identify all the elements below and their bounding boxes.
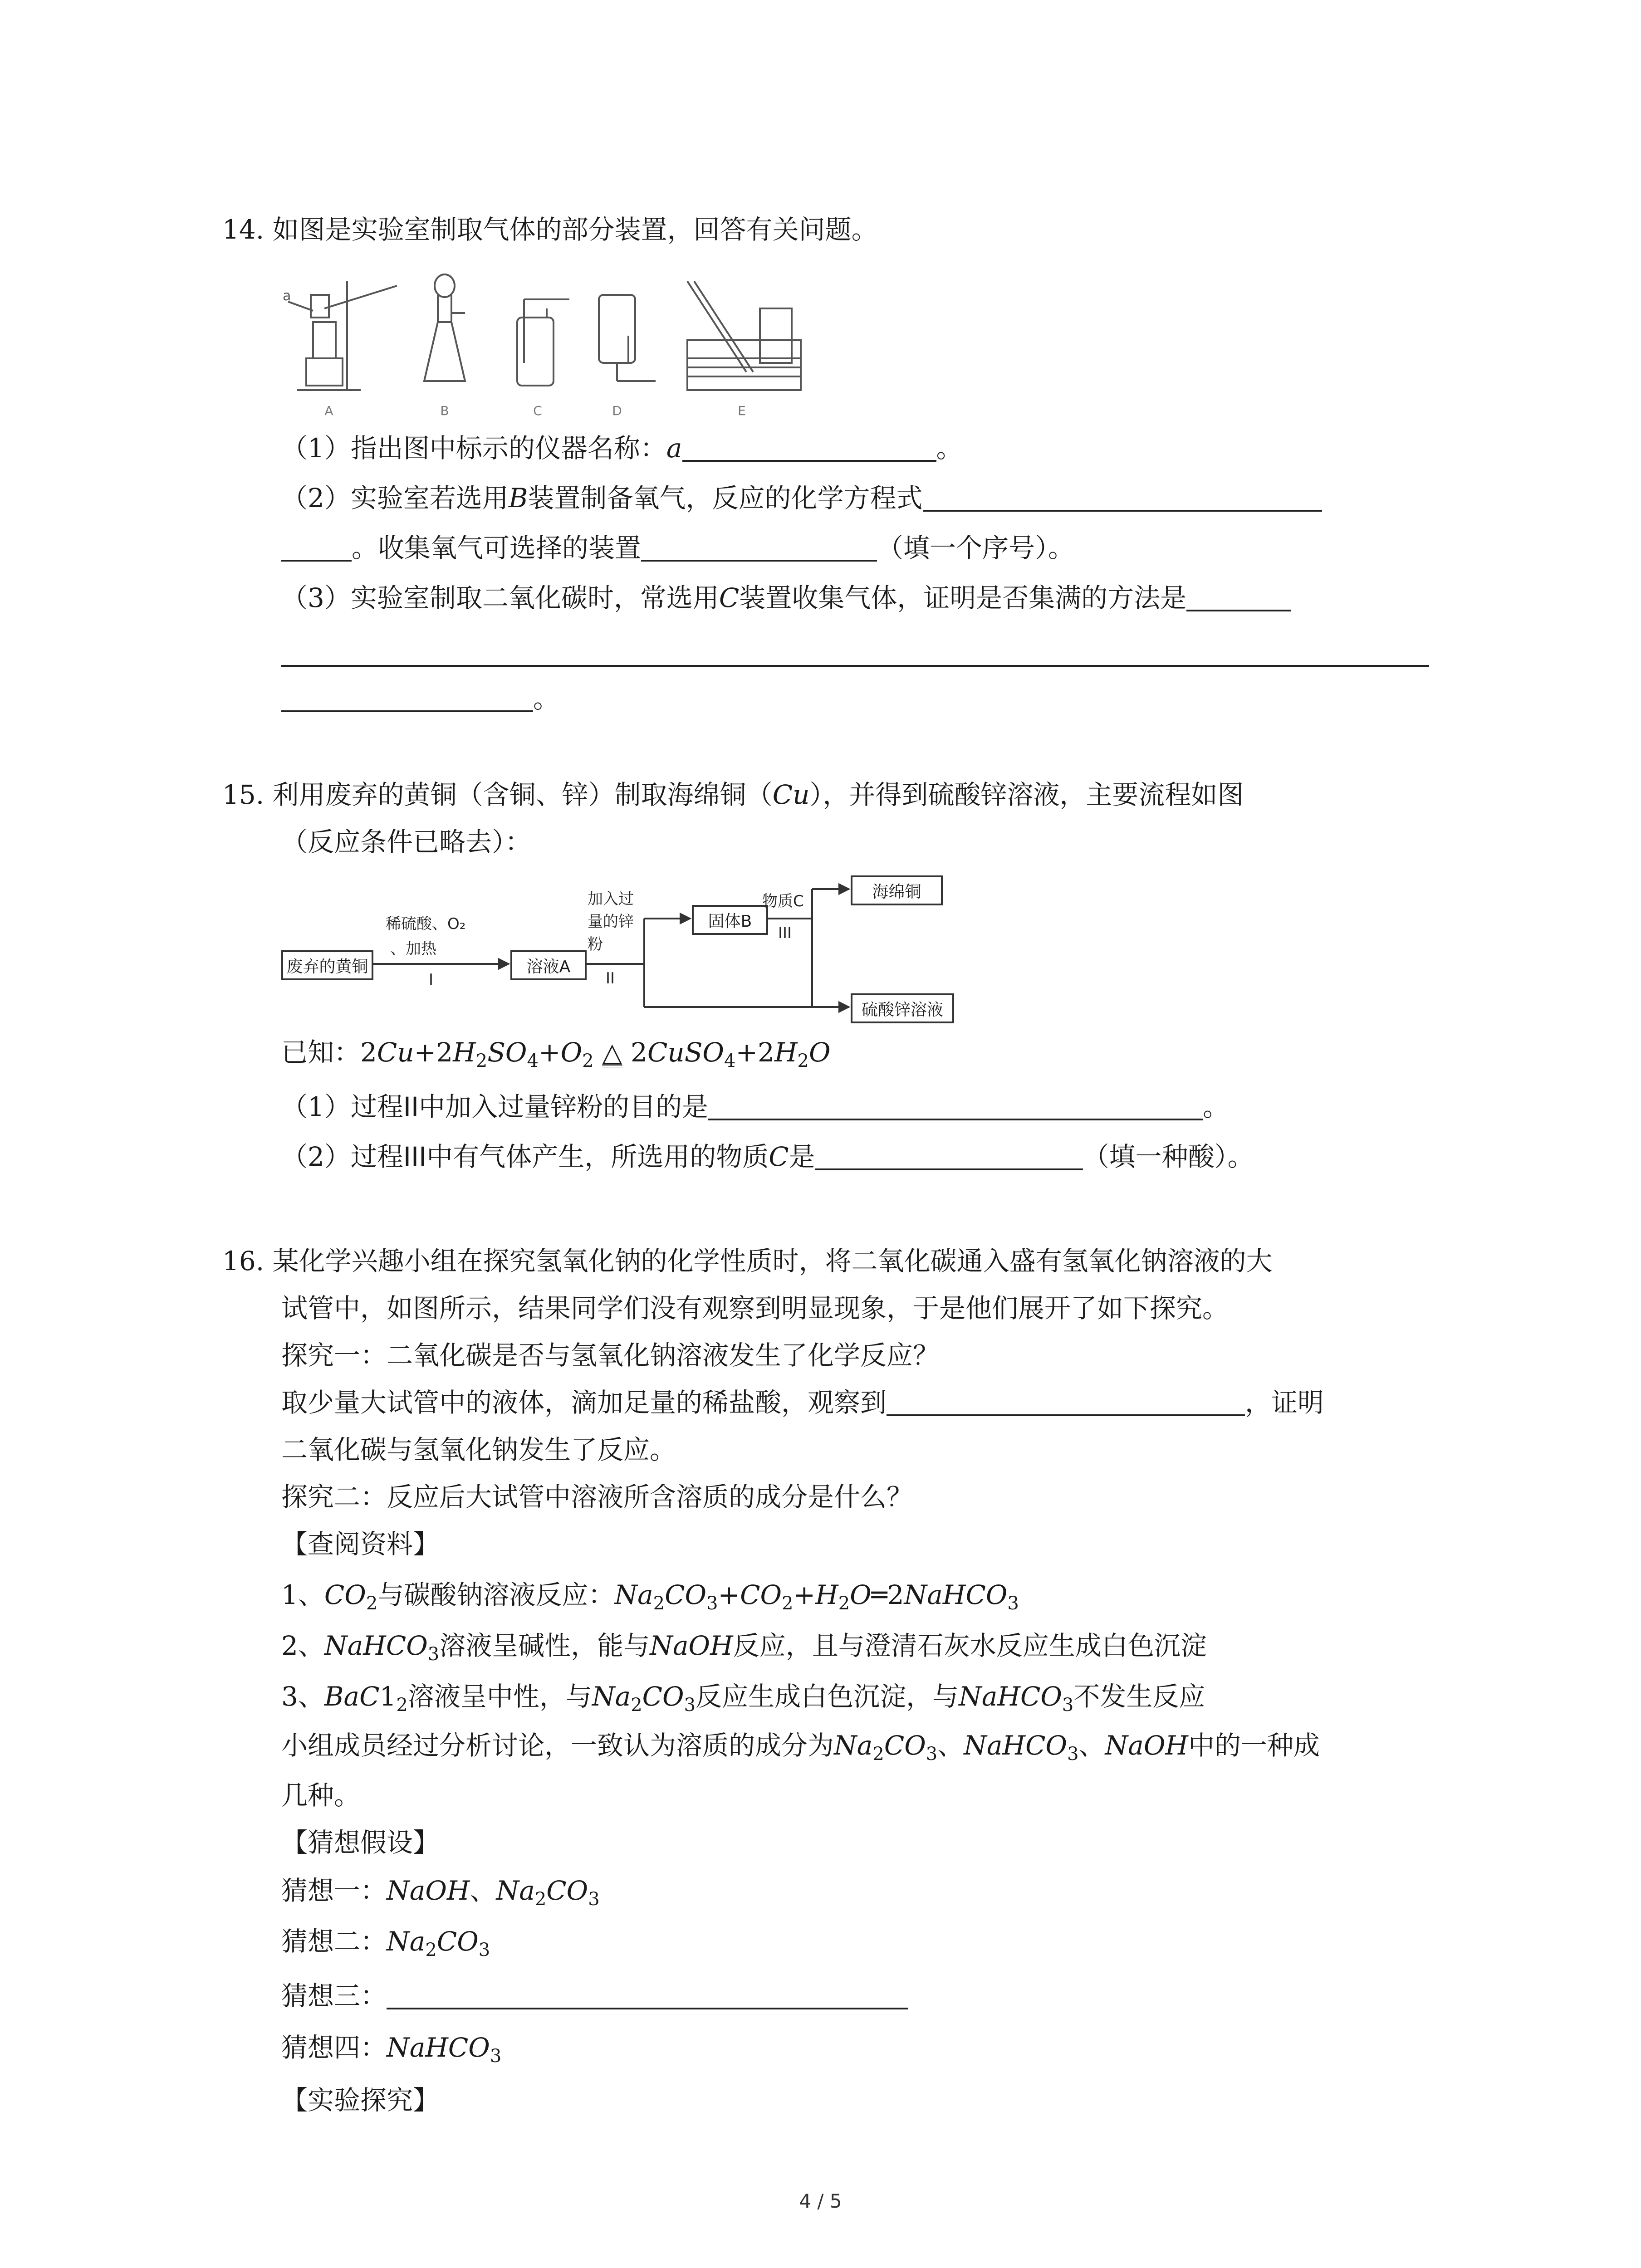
q14-blank-a[interactable]: [682, 432, 936, 462]
q16-blank-observation[interactable]: [887, 1386, 1245, 1416]
apparatus-label-b: B: [440, 403, 449, 418]
flow-step2-number: II: [606, 969, 615, 987]
q15-blank-purpose[interactable]: [708, 1090, 1203, 1120]
apparatus-b-flask: [424, 274, 465, 381]
q16-stem-line2: 试管中，如图所示，结果同学们没有观察到明显现象，于是他们展开了如下探究。: [281, 1293, 1229, 1324]
q16-stem-line1: 16. 某化学兴趣小组在探究氢氧化钠的化学性质时，将二氧化碳通入盛有氢氧化钠溶液的大: [222, 1246, 1273, 1276]
apparatus-figure: [279, 268, 855, 422]
flow-diagram: [272, 871, 980, 1034]
apparatus-a-heating-setup: [288, 281, 397, 390]
flow-step3-reagent: 物质C: [762, 892, 804, 910]
flow-step2-label-line1: 加入过: [588, 890, 634, 908]
q16-hypothesis3: 猜想三：: [281, 1978, 908, 2014]
q14-blank-method-line2[interactable]: [281, 665, 1429, 667]
flow-box-solution-a: 溶液A: [510, 950, 587, 980]
apparatus-mark-a: a: [283, 288, 291, 304]
q14-part1: （1）指出图中标示的仪器名称：a 。: [281, 433, 963, 464]
q16-ref-heading: 【查阅资料】: [281, 1529, 440, 1559]
q16-ref-item3: 3、$BaC1_2$溶液呈中性，与$Na_2CO_3$反应生成白色沉淀，与NaHCO$_3$不发生反应: [281, 1681, 1205, 1716]
apparatus-d-bottle: [599, 295, 656, 381]
q16-hypothesis4: 猜想四：NaHCO$_3$: [281, 2032, 502, 2067]
q14-stem: 14. 如图是实验室制取气体的部分装置，回答有关问题。: [222, 214, 878, 245]
q14-blank-equation-cont[interactable]: [281, 532, 352, 562]
q16-explore1-text: 取少量大试管中的液体，滴加足量的稀盐酸，观察到 ，证明: [281, 1387, 1324, 1418]
q14-blank-method[interactable]: [1186, 582, 1291, 611]
q16-blank-hypothesis3[interactable]: [387, 1980, 908, 2009]
apparatus-label-a: A: [324, 403, 333, 418]
flow-step1-condition: 、加热: [390, 940, 436, 958]
flow-box-zinc-sulfate: 硫酸锌溶液: [851, 993, 954, 1023]
q16-hyp-heading: 【猜想假设】: [281, 1827, 440, 1858]
q16-explore1: 探究一：二氧化碳是否与氢氧化钠溶液发生了化学反应？: [281, 1340, 940, 1371]
q16-ref-item1: 1、$CO_2$与碳酸钠溶液反应：$Na_2CO_3+CO_2+H_2O═2NaHCO_3$: [281, 1579, 1019, 1614]
q16-hypothesis1: 猜想一：NaOH、$Na_2CO_3$: [281, 1875, 600, 1910]
q16-analysis: 小组成员经过分析讨论，一致认为溶质的成分为$Na_2CO_3$、NaHCO$_3$、NaOH中的一种成: [281, 1730, 1320, 1765]
apparatus-label-d: D: [612, 403, 622, 418]
q16-hypothesis2: 猜想二：$Na_2CO_3$: [281, 1926, 490, 1960]
apparatus-e-water-trough: [687, 281, 801, 390]
flow-box-start: 废弃的黄铜: [281, 950, 373, 980]
q15-part1: （1）过程II中加入过量锌粉的目的是 。: [281, 1091, 1230, 1122]
q15-known-equation: 已知：$2Cu+2H_2SO_4+O_2$ △ $2CuSO_4+2H_2O$: [281, 1037, 831, 1071]
q14-blank-collect[interactable]: [641, 532, 877, 562]
q15-part2: （2）过程III中有气体产生，所选用的物质C是 （填一种酸）。: [281, 1141, 1254, 1172]
q16-explore2: 探究二：反应后大试管中溶液所含溶质的成分是什么？: [281, 1481, 913, 1512]
q14-part3: （3）实验室制取二氧化碳时，常选用C装置收集气体，证明是否集满的方法是: [281, 580, 1291, 616]
q16-analysis-cont: 几种。: [281, 1780, 361, 1811]
q15-stem-line1: 15. 利用废弃的黄铜（含铜、锌）制取海绵铜（Cu），并得到硫酸锌溶液，主要流程如图: [222, 779, 1244, 810]
q14-blank-equation[interactable]: [923, 482, 1322, 512]
flow-step1-reagent: 稀硫酸、O₂: [386, 915, 466, 933]
q14-part3-cont: 。: [281, 680, 559, 717]
q16-ref-item2: 2、NaHCO$_3$溶液呈碱性，能与NaOH反应，且与澄清石灰水反应生成白色沉淀: [281, 1630, 1207, 1665]
q15-blank-acid[interactable]: [815, 1140, 1083, 1170]
flow-step3-number: III: [778, 924, 792, 942]
q14-part2-cont: 。收集氧气可选择的装置 （填一个序号）。: [281, 530, 1074, 566]
apparatus-label-c: C: [533, 403, 542, 418]
q15-stem-line2: （反应条件已略去）：: [281, 826, 532, 857]
q14-part2: （2）实验室若选用B装置制备氧气，反应的化学方程式: [281, 480, 1322, 516]
flow-box-sponge-copper: 海绵铜: [851, 875, 943, 905]
q16-exp-heading: 【实验探究】: [281, 2085, 440, 2116]
flow-step2-label-line3: 粉: [588, 935, 603, 953]
apparatus-label-e: E: [738, 403, 746, 418]
apparatus-c-gas-bottle: [517, 299, 569, 386]
q14-blank-method-line3[interactable]: [281, 682, 533, 712]
flow-step1-number: I: [429, 971, 434, 989]
q16-explore1-text-cont: 二氧化碳与氢氧化钠发生了反应。: [281, 1434, 676, 1465]
page-number: 4 / 5: [799, 2190, 842, 2212]
flow-box-solid-b: 固体B: [692, 905, 768, 935]
flow-step2-label-line2: 量的锌: [588, 913, 634, 931]
